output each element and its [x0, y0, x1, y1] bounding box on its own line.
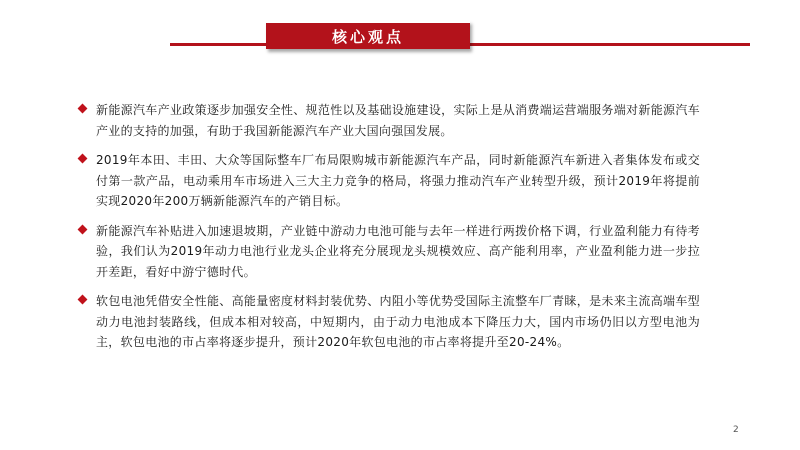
diamond-bullet-icon [78, 104, 88, 114]
diamond-bullet-icon [78, 154, 88, 164]
bullet-item [78, 221, 700, 283]
bullet-item [78, 291, 700, 353]
page-number: 2 [733, 425, 739, 435]
bullet-list [78, 100, 700, 362]
bullet-text: 2019年本田、丰田、大众等国际整车厂布局限购城市新能源汽车产品，同时新能源汽车新进入者集体发布或交付第一款产品，电动乘用车市场进入三大主力竞争的格局，将强力推动汽车产业转型升级，预计2019年将提前实现2020年200万辆新能源汽车的产销目标。 [96, 153, 700, 208]
bullet-text: 新能源汽车产业政策逐步加强安全性、规范性以及基础设施建设，实际上是从消费端运营端服务端对新能源汽车产业的支持的加强，有助于我国新能源汽车产业大国向强国发展。 [96, 103, 700, 138]
bullet-text: 软包电池凭借安全性能、高能量密度材料封装优势、内阻小等优势受国际主流整车厂青睐，是未来主流高端车型动力电池封装路线，但成本相对较高，中短期内，由于动力电池成本下降压力大，国内市场仍旧以方型电池为主，软包电池的市占率将逐步提升，预计2020年软包电池的市占率将提升至20-24%。 [96, 294, 700, 349]
bullet-item [78, 150, 700, 212]
diamond-bullet-icon [78, 295, 88, 305]
diamond-bullet-icon [78, 224, 88, 234]
header-title-box [266, 21, 470, 49]
bullet-item [78, 100, 700, 141]
bullet-text: 新能源汽车补贴进入加速退坡期，产业链中游动力电池可能与去年一样进行两拨价格下调，行业盈利能力有待考验，我们认为2019年动力电池行业龙头企业将充分展现龙头规模效应、高产能利用率，产业盈利能力进一步拉开差距，看好中游宁德时代。 [96, 223, 700, 279]
page-title: 核心观点 [331, 27, 404, 46]
